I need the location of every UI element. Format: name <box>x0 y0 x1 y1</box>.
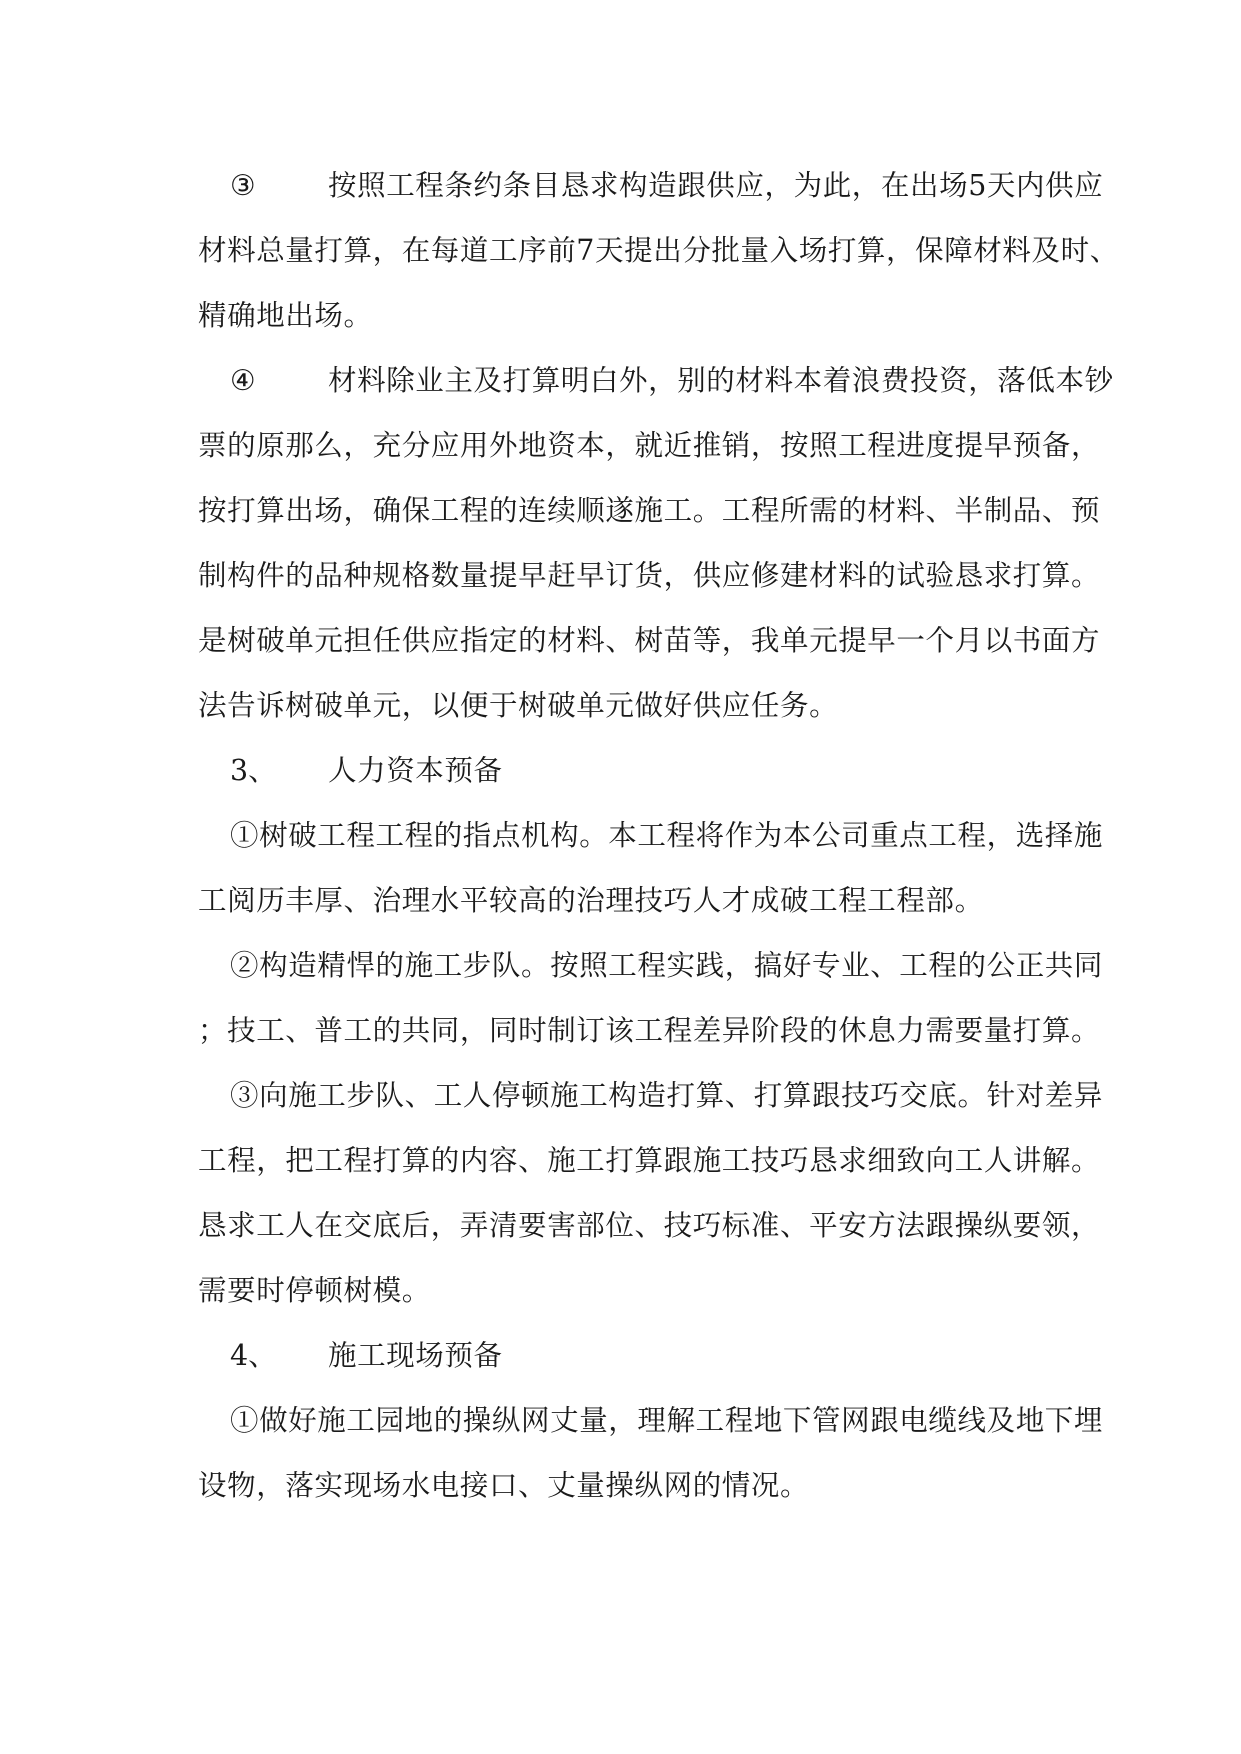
text-line: ①做好施工园地的操纵网丈量，理解工程地下管网跟电缆线及地下埋 <box>230 1404 1104 1437</box>
text-line: 法告诉树破单元，以便于树破单元做好供应任务。 <box>198 689 839 722</box>
section-heading: 施工现场预备 <box>328 1339 503 1372</box>
text-line: 精确地出场。 <box>198 299 373 332</box>
section-number: 4、 <box>230 1339 277 1372</box>
section-heading: 人力资本预备 <box>328 754 503 787</box>
text-line: 制构件的品种规格数量提早赶早订货，供应修建材料的试验恳求打算。 <box>198 559 1101 592</box>
text-line: 是树破单元担任供应指定的材料、树苗等，我单元提早一个月以书面方 <box>198 624 1101 657</box>
text-line: 材料总量打算，在每道工序前7天提出分批量入场打算，保障材料及时、 <box>198 234 1119 267</box>
text-line: 设物，落实现场水电接口、丈量操纵网的情况。 <box>198 1469 810 1502</box>
text-line: 材料除业主及打算明白外，别的材料本着浪费投资，落低本钞 <box>328 364 1114 397</box>
text-line: 恳求工人在交底后，弄清要害部位、技巧标准、平安方法跟操纵要领， <box>198 1209 1101 1242</box>
section-number: 3、 <box>230 754 277 787</box>
text-line: 工阅历丰厚、治理水平较高的治理技巧人才成破工程工程部。 <box>198 884 984 917</box>
item-marker: ③ <box>230 169 256 202</box>
text-line: 需要时停顿树模。 <box>198 1274 431 1307</box>
text-line: 按打算出场，确保工程的连续顺遂施工。工程所需的材料、半制品、预 <box>198 494 1101 527</box>
text-line: 票的原那么，充分应用外地资本，就近推销，按照工程进度提早预备， <box>198 429 1101 462</box>
text-line: 按照工程条约条目恳求构造跟供应，为此，在出场5天内供应 <box>328 169 1104 202</box>
text-line: ③向施工步队、工人停顿施工构造打算、打算跟技巧交底。针对差异 <box>230 1079 1104 1112</box>
item-marker: ④ <box>230 364 256 397</box>
text-line: ；技工、普工的共同，同时制订该工程差异阶段的休息力需要量打算。 <box>198 1014 1101 1047</box>
text-line: ①树破工程工程的指点机构。本工程将作为本公司重点工程，选择施 <box>230 819 1104 852</box>
text-line: 工程，把工程打算的内容、施工打算跟施工技巧恳求细致向工人讲解。 <box>198 1144 1101 1177</box>
text-line: ②构造精悍的施工步队。按照工程实践，搞好专业、工程的公正共同 <box>230 949 1104 982</box>
